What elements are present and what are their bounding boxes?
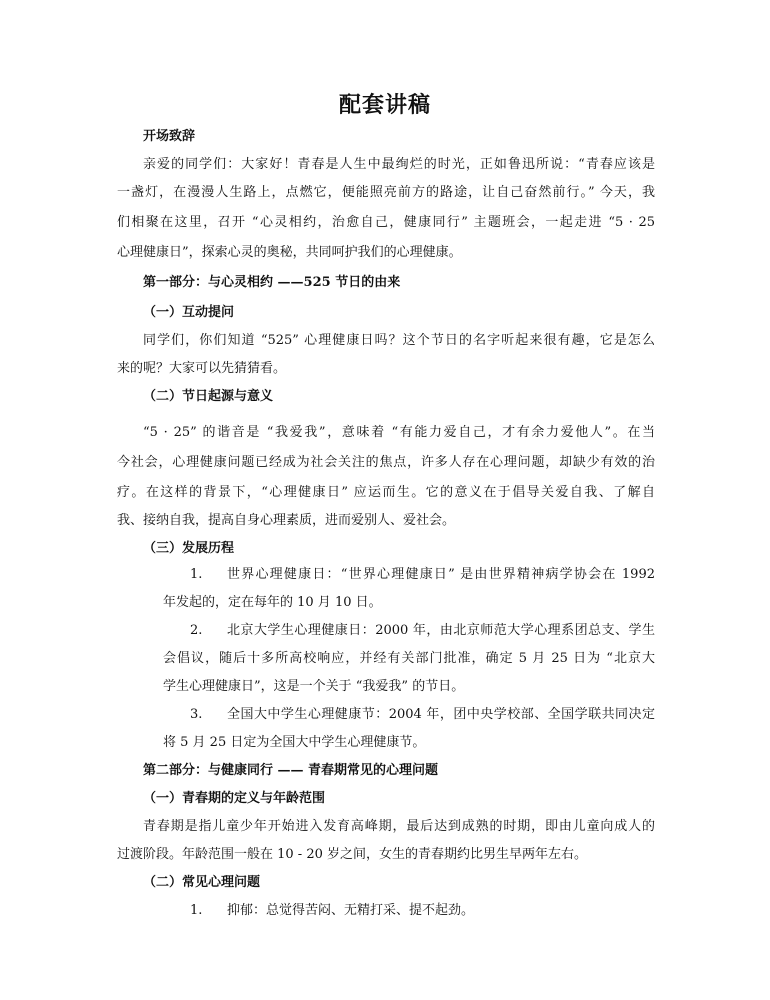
- list-item-line: 抑郁：总觉得苦闷、无精打采、提不起劲。: [227, 903, 475, 918]
- paragraph-line: 一盏灯，在漫漫人生路上，点燃它，便能照亮前方的路途，让自己奋然前行。” 今天，我: [117, 185, 655, 200]
- list-item-line: 年发起的，定在每年的 10 月 10 日。: [163, 595, 382, 610]
- paragraph-line: 来的呢？大家可以先猜猜看。: [117, 361, 287, 376]
- part2-sec1-heading: （一）青春期的定义与年龄范围: [143, 791, 326, 806]
- opening-heading: 开场致辞: [143, 129, 196, 144]
- paragraph-line: 亲爱的同学们：大家好！青春是人生中最绚烂的时光，正如鲁迅所说：“青春应该是: [143, 157, 655, 172]
- paragraph-line: 今社会，心理健康问题已经成为社会关注的焦点，许多人存在心理问题，却缺少有效的治: [117, 455, 655, 470]
- part2-heading: 第二部分：与健康同行 —— 青春期常见的心理问题: [143, 763, 439, 778]
- paragraph-line: 青春期是指儿童少年开始进入发育高峰期，最后达到成熟的时期，即由儿童向成人的: [143, 819, 655, 834]
- paragraph-line: 心理健康日”，探索心灵的奥秘，共同呵护我们的心理健康。: [117, 245, 462, 260]
- part1-sec2-heading: （二）节日起源与意义: [143, 389, 274, 404]
- paragraph-line: 同学们，你们知道 “525” 心理健康日吗？这个节日的名字听起来很有趣，它是怎么: [143, 333, 655, 348]
- paragraph-line: “5 · 25” 的谐音是 “我爱我”，意味着 “有能力爱自己，才有余力爱他人”。在当: [143, 425, 655, 440]
- paragraph-line: 们相聚在这里，召开 “心灵相约，治愈自己，健康同行” 主题班会，一起走进 “5 · 25: [117, 215, 655, 230]
- list-number: 1.: [190, 567, 203, 582]
- part1-sec3-heading: （三）发展历程: [143, 541, 235, 556]
- list-number: 2.: [190, 623, 203, 638]
- list-number: 3.: [190, 707, 203, 722]
- list-item-line: 将 5 月 25 日定为全国大中学生心理健康节。: [163, 735, 426, 750]
- list-item-line: 会倡议，随后十多所高校响应，并经有关部门批准，确定 5 月 25 日为 “北京大: [163, 651, 655, 666]
- page-title: 配套讲稿: [338, 92, 431, 118]
- list-item-line: 世界心理健康日：“世界心理健康日” 是由世界精神病学协会在 1992: [227, 567, 655, 582]
- paragraph-line: 我、接纳自我，提高自身心理素质，进而爱别人、爱社会。: [117, 513, 456, 528]
- list-number: 1.: [190, 903, 203, 918]
- paragraph-line: 疗。在这样的背景下，“心理健康日” 应运而生。它的意义在于倡导关爱自我、了解自: [117, 485, 655, 500]
- part1-heading: 第一部分：与心灵相约 ——525 节日的由来: [143, 275, 401, 290]
- list-item-line: 全国大中学生心理健康节：2004 年，团中央学校部、全国学联共同决定: [227, 707, 655, 722]
- part1-sec1-heading: （一）互动提问: [143, 305, 235, 320]
- part2-sec2-heading: （二）常见心理问题: [143, 875, 261, 890]
- list-item-line: 学生心理健康日”，这是一个关于 “我爱我” 的节日。: [163, 679, 465, 694]
- paragraph-line: 过渡阶段。年龄范围一般在 10 - 20 岁之间，女生的青春期约比男生早两年左右。: [117, 847, 588, 862]
- list-item-line: 北京大学生心理健康日：2000 年，由北京师范大学心理系团总支、学生: [227, 623, 655, 638]
